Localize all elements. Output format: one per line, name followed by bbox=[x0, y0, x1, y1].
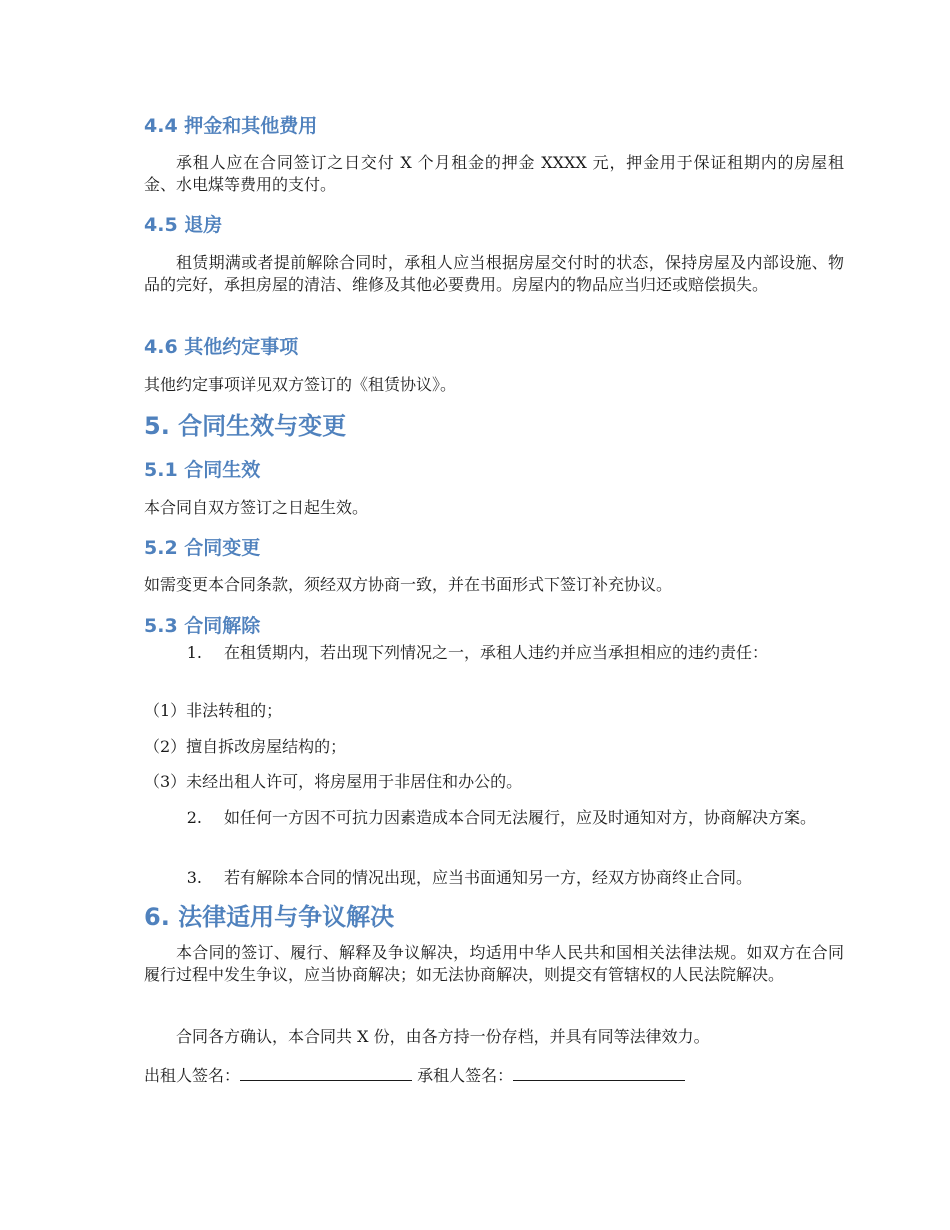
list-item-3 bbox=[144, 867, 844, 889]
paragraph-copies: 合同各方确认，本合同共 X 份，由各方持一份存档，并具有同等法律效力。 bbox=[176, 1027, 710, 1046]
sub-item-1: （1）非法转租的； bbox=[144, 701, 283, 720]
heading-4-4: 4.4 押金和其他费用 bbox=[144, 115, 318, 137]
paragraph-deposit: 承租人应在合同签订之日交付 X 个月租金的押金 XXXX 元，押金用于保证租期内的房屋租金、水电煤等费用的支付。 bbox=[144, 153, 844, 194]
signature-line bbox=[144, 1064, 685, 1087]
paragraph-governing-law: 本合同的签订、履行、解释及争议解决，均适用中华人民共和国相关法律法规。如双方在合同履行过程中发生争议，应当协商解决；如无法协商解决，则提交有管辖权的人民法院解决。 bbox=[144, 943, 844, 984]
list-number: 1. bbox=[186, 643, 202, 662]
list-number: 2. bbox=[186, 808, 202, 827]
list-text: 在租赁期内，若出现下列情况之一，承租人违约并应当承担相应的违约责任： bbox=[224, 643, 769, 662]
heading-4-5: 4.5 退房 bbox=[144, 214, 223, 236]
sub-item-2: （2）擅自拆改房屋结构的； bbox=[144, 737, 347, 756]
paragraph-other-terms: 其他约定事项详见双方签订的《租赁协议》。 bbox=[144, 375, 457, 394]
list-text: 若有解除本合同的情况出现，应当书面通知另一方，经双方协商终止合同。 bbox=[224, 868, 753, 887]
lessee-signature-field[interactable] bbox=[513, 1064, 685, 1081]
lessor-signature-label: 出租人签名： bbox=[144, 1066, 241, 1085]
list-item-2 bbox=[144, 807, 844, 829]
paragraph-amendment: 如需变更本合同条款，须经双方协商一致，并在书面形式下签订补充协议。 bbox=[144, 575, 673, 594]
heading-4-6: 4.6 其他约定事项 bbox=[144, 336, 299, 358]
heading-5-2: 5.2 合同变更 bbox=[144, 537, 261, 559]
heading-5-1: 5.1 合同生效 bbox=[144, 459, 261, 481]
list-text: 如任何一方因不可抗力因素造成本合同无法履行，应及时通知对方，协商解决方案。 bbox=[224, 808, 817, 827]
lessor-signature-field[interactable] bbox=[240, 1064, 412, 1081]
sub-item-3: （3）未经出租人许可，将房屋用于非居住和办公的。 bbox=[144, 772, 523, 791]
heading-5-3: 5.3 合同解除 bbox=[144, 615, 261, 637]
lessee-signature-label: 承租人签名： bbox=[417, 1066, 514, 1085]
list-item-1 bbox=[144, 642, 844, 664]
heading-6: 6. 法律适用与争议解决 bbox=[144, 903, 395, 931]
paragraph-effective: 本合同自双方签订之日起生效。 bbox=[144, 498, 369, 517]
heading-5: 5. 合同生效与变更 bbox=[144, 412, 347, 440]
list-number: 3. bbox=[186, 868, 202, 887]
paragraph-checkout: 租赁期满或者提前解除合同时，承租人应当根据房屋交付时的状态，保持房屋及内部设施、物品的完好，承担房屋的清洁、维修及其他必要费用。房屋内的物品应当归还或赔偿损失。 bbox=[144, 253, 844, 294]
